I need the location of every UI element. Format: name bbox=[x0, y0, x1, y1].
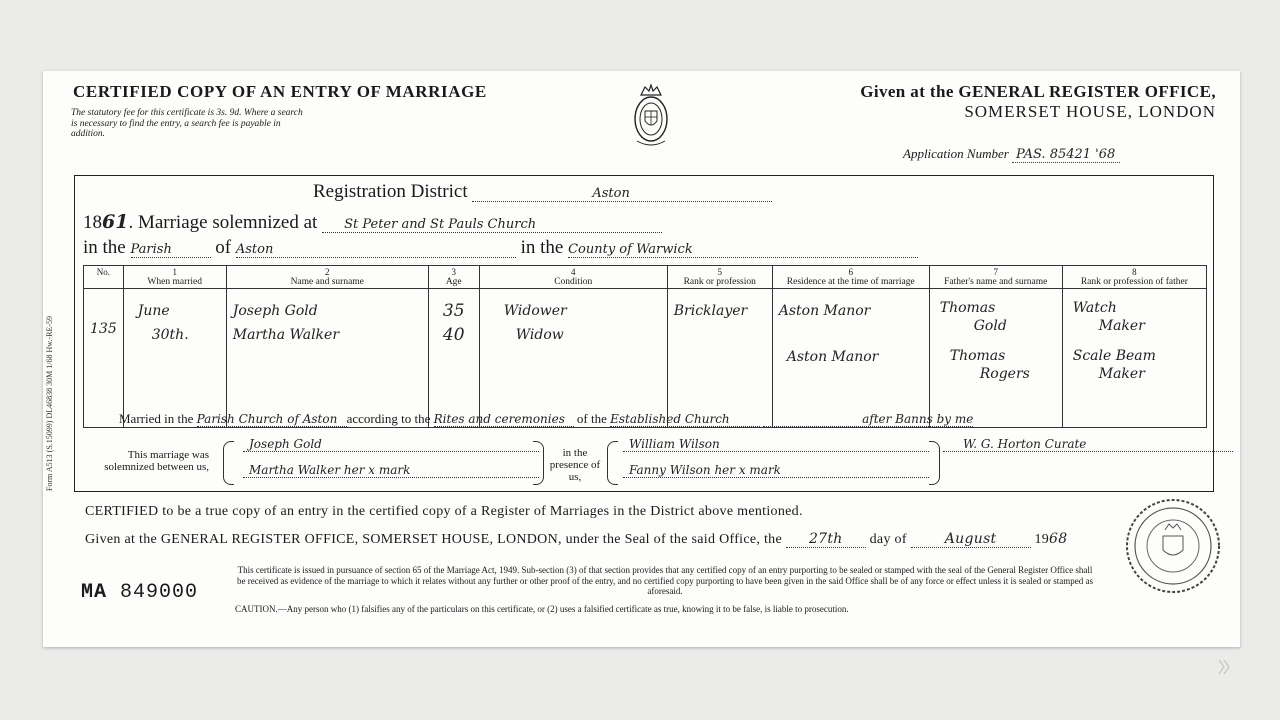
when-married-day: 30th. bbox=[151, 327, 189, 343]
col-condition: 4 Condition bbox=[479, 266, 667, 289]
officiant-signature: W. G. Horton Curate bbox=[943, 437, 1233, 452]
parish-word: Parish bbox=[131, 242, 211, 258]
left-brace-open bbox=[223, 441, 234, 485]
register-office-line1: Given at the GENERAL REGISTER OFFICE, bbox=[860, 82, 1216, 101]
royal-coat-of-arms-icon bbox=[623, 81, 679, 151]
entry-number: 135 bbox=[84, 289, 124, 428]
certification-statement: CERTIFIED to be a true copy of an entry in the certified copy of a Register of Marriages in the District above mentioned. bbox=[85, 504, 803, 519]
fee-note: The statutory fee for this certificate is 3s. 9d. Where a search is necessary to find the entry, a search fee is payable in addition. bbox=[71, 108, 303, 139]
banns-text: after Banns by me bbox=[763, 412, 973, 427]
bride-father-first: Thomas bbox=[949, 348, 1006, 364]
application-number-label: Application Number bbox=[903, 146, 1009, 161]
bride-age: 40 bbox=[442, 325, 465, 345]
groom-signature: Joseph Gold bbox=[243, 437, 539, 452]
married-church: Parish Church of Aston bbox=[197, 412, 347, 427]
given-under-seal-line bbox=[85, 531, 1067, 548]
presence-label: in the presence of us, bbox=[549, 447, 601, 483]
right-brace-close bbox=[929, 441, 940, 485]
witness-two: Fanny Wilson her x mark bbox=[623, 463, 929, 478]
form-code: Form A513 (S.15099) DL46838 30M 1/68 Hw.-RE-59 bbox=[45, 315, 54, 491]
married-in-line bbox=[119, 411, 973, 427]
bride-father-rank-b: Maker bbox=[1098, 366, 1145, 382]
left-brace-close bbox=[533, 441, 544, 485]
groom-age: 35 bbox=[442, 301, 465, 321]
col-no: No. bbox=[84, 266, 124, 289]
bride-residence: Aston Manor bbox=[786, 349, 879, 365]
bride-condition: Widow bbox=[515, 327, 564, 343]
certificate-serial bbox=[81, 581, 198, 604]
solemnized-line bbox=[83, 211, 662, 234]
col-name-surname: 2 Name and surname bbox=[226, 266, 428, 289]
day-of-label: day of bbox=[869, 532, 907, 547]
marriage-certificate bbox=[43, 71, 1240, 647]
col-age: 3 Age bbox=[428, 266, 479, 289]
certificate-month: August bbox=[911, 531, 1031, 548]
bride-father-surname: Rogers bbox=[979, 366, 1030, 382]
certificate-year-suffix: 68 bbox=[1049, 531, 1068, 547]
witness-one: William Wilson bbox=[623, 437, 929, 452]
county-name: County of Warwick bbox=[568, 242, 918, 258]
bride-signature: Martha Walker her x mark bbox=[243, 463, 539, 478]
col-residence: 6 Residence at the time of marriage bbox=[772, 266, 929, 289]
groom-father-first: Thomas bbox=[939, 300, 996, 316]
given-under-seal-text: Given at the GENERAL REGISTER OFFICE, SOMERSET HOUSE, LONDON, under the Seal of the said Office, the bbox=[85, 532, 782, 547]
col-when-married: 1 When married bbox=[123, 266, 226, 289]
of-the-label: of the bbox=[576, 411, 607, 426]
serial-prefix: MA bbox=[81, 581, 108, 604]
register-table bbox=[83, 265, 1207, 428]
ceremony-details bbox=[83, 407, 1207, 487]
presentation-logo-icon bbox=[1213, 656, 1235, 678]
certificate-day: 27th bbox=[786, 531, 866, 548]
col-father-rank: 8 Rank or profession of father bbox=[1062, 266, 1206, 289]
bride-name: Martha Walker bbox=[232, 327, 340, 343]
rites-text: Rites and ceremonies bbox=[434, 412, 574, 427]
application-number-value: PAS. 85421 '68 bbox=[1012, 147, 1120, 163]
register-office-line2: SOMERSET HOUSE, LONDON bbox=[964, 102, 1216, 121]
solemnized-text: . Marriage solemnized at bbox=[128, 212, 318, 233]
when-married-month: June bbox=[137, 303, 170, 319]
registration-district-label: Registration District bbox=[313, 181, 468, 202]
registration-district bbox=[313, 181, 772, 203]
groom-rank: Bricklayer bbox=[673, 303, 748, 319]
col-father-name: 7 Father's name and surname bbox=[929, 266, 1062, 289]
groom-name: Joseph Gold bbox=[232, 303, 318, 319]
established-church: Established Church bbox=[610, 412, 760, 427]
certificate-year-prefix: 19 bbox=[1034, 532, 1050, 547]
in-the-label-2: in the bbox=[520, 237, 564, 258]
according-label: according to the bbox=[346, 411, 431, 426]
parish-name: Aston bbox=[236, 242, 516, 258]
of-label: of bbox=[215, 237, 232, 258]
serial-number: 849000 bbox=[120, 581, 199, 604]
application-number bbox=[903, 146, 1120, 163]
register-header-row bbox=[84, 266, 1207, 289]
in-the-label: in the bbox=[83, 237, 126, 258]
registration-district-value: Aston bbox=[472, 186, 772, 202]
married-in-label: Married in the bbox=[119, 411, 194, 426]
groom-father-rank-b: Maker bbox=[1098, 318, 1145, 334]
groom-condition: Widower bbox=[503, 303, 567, 319]
col-rank-profession: 5 Rank or profession bbox=[667, 266, 772, 289]
right-brace-open bbox=[607, 441, 618, 485]
legal-smallprint: This certificate is issued in pursuance of section 65 of the Marriage Act, 1949. Sub-section (3) of that section provides that any certified copy of an entry purporting to be sealed or stamped with the seal of the General Register Office shall be received as evidence of the marriage to which it relates without any further or other proof of the entry, and no certified copy purporting to have been given in the said Office shall be of any force or effect unless it is sealed or stamped as aforesaid. bbox=[236, 565, 1094, 596]
solemnized-between-label: This marriage was solemnized between us, bbox=[104, 449, 209, 473]
register-office-heading bbox=[860, 82, 1216, 122]
church-name: St Peter and St Pauls Church bbox=[322, 217, 662, 233]
year-prefix: 18 bbox=[83, 212, 102, 233]
general-register-office-seal-icon bbox=[1123, 496, 1223, 596]
parish-line bbox=[83, 237, 918, 259]
groom-residence: Aston Manor bbox=[778, 303, 871, 319]
bride-father-rank-a: Scale Beam bbox=[1072, 348, 1156, 364]
groom-father-rank-a: Watch bbox=[1072, 300, 1117, 316]
groom-father-surname: Gold bbox=[973, 318, 1007, 334]
year-suffix: 61 bbox=[102, 211, 129, 233]
caution-notice: CAUTION.—Any person who (1) falsifies any of the particulars on this certificate, or (2) uses a falsified certificate as true, knowing it to be false, is liable to prosecution. bbox=[235, 604, 849, 614]
certificate-title: CERTIFIED COPY OF AN ENTRY OF MARRIAGE bbox=[73, 82, 487, 101]
